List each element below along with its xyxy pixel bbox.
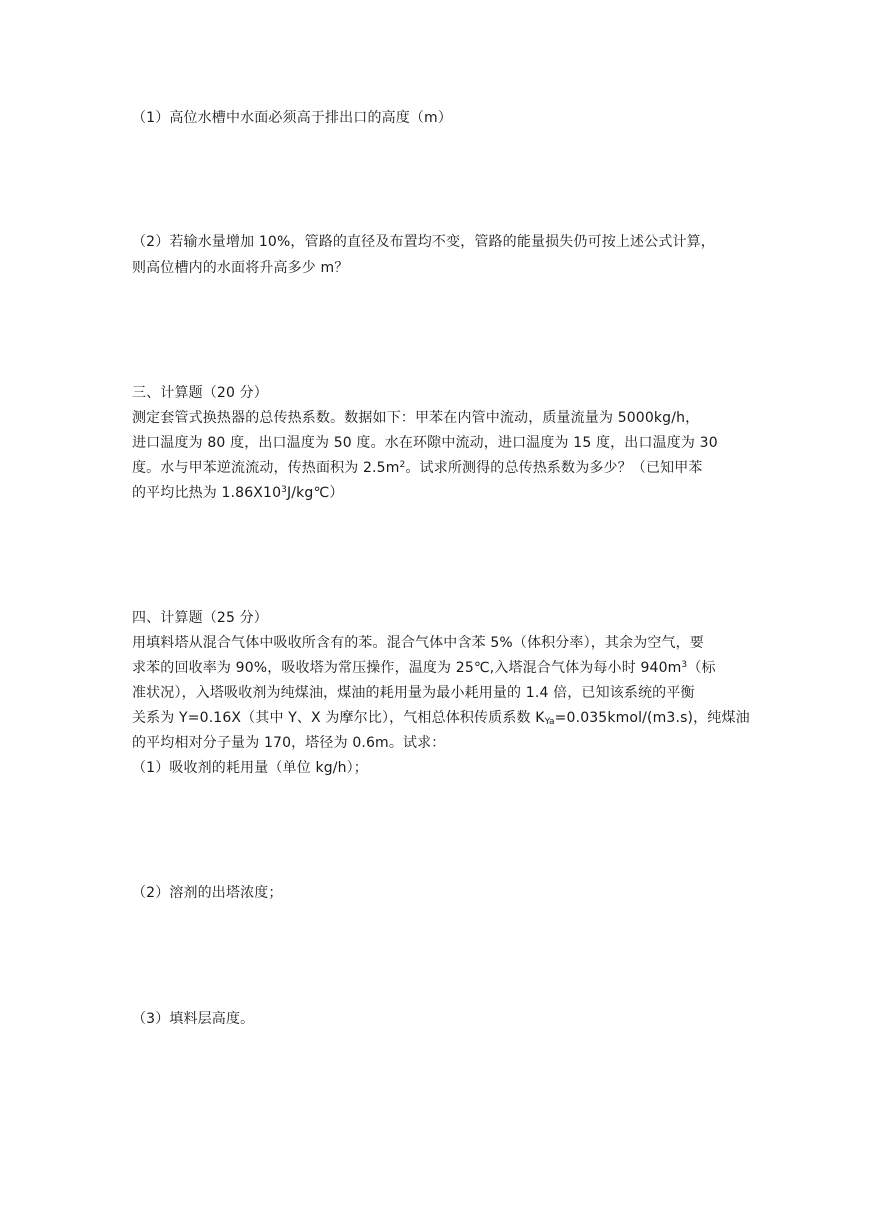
section-3-line-3-text-a: 度。水与甲苯逆流流动，传热面积为 2.5m xyxy=(132,460,400,476)
section-3-line-3 xyxy=(132,456,742,480)
section-4-question-2: （2）溶剂的出塔浓度； xyxy=(132,885,283,901)
section-4-question-1: （1）吸收剂的耗用量（单位 kg/h）； xyxy=(132,760,368,776)
section-3-heading: 三、计算题（20 分） xyxy=(132,385,268,401)
question-1-part-2-line-1: （2）若输水量增加 10%，管路的直径及布置均不变，管路的能量损失仍可按上述公式计算， xyxy=(132,234,715,250)
section-3-line-3-text-b: 。试求所测得的总传热系数为多少？（已知甲苯 xyxy=(405,460,703,476)
question-1-part-1: （1）高位水槽中水面必须高于排出口的高度（m） xyxy=(132,110,452,126)
section-4-question-3: （3）填料层高度。 xyxy=(132,1011,255,1027)
section-4-line-4 xyxy=(132,706,750,730)
section-4-line-2 xyxy=(132,656,742,680)
question-1-part-2-line-2: 则高位槽内的水面将升高多少 m？ xyxy=(132,260,349,276)
section-4-line-4-text-a: 关系为 Y=0.16X（其中 Y、X 为摩尔比），气相总体积传质系数 K xyxy=(132,710,545,726)
section-4-line-5: 的平均相对分子量为 170，塔径为 0.6m。试求： xyxy=(132,735,446,751)
subscript: Ya xyxy=(544,717,555,727)
section-3-line-1: 测定套管式换热器的总传热系数。数据如下：甲苯在内管中流动，质量流量为 5000kg/h， xyxy=(132,410,700,426)
section-3-line-4 xyxy=(132,481,742,505)
superscript: 3 xyxy=(681,660,688,670)
superscript: 2 xyxy=(399,460,406,470)
section-4-line-4-text-b: =0.035kmol/(m3.s)，纯煤油 xyxy=(554,710,750,726)
superscript: 3 xyxy=(281,485,288,495)
section-3-line-2: 进口温度为 80 度，出口温度为 50 度。水在环隙中流动，进口温度为 15 度，出口温度为 30 xyxy=(132,435,718,451)
section-4-line-1: 用填料塔从混合气体中吸收所含有的苯。混合气体中含苯 5%（体积分率），其余为空气，要 xyxy=(132,635,704,651)
section-3-line-4-text-b: J/kg℃） xyxy=(287,485,344,501)
section-4-heading: 四、计算题（25 分） xyxy=(132,610,268,626)
section-3-line-4-text-a: 的平均比热为 1.86X10 xyxy=(132,485,282,501)
section-4-line-2-text-b: （标 xyxy=(687,660,716,676)
section-4-line-2-text-a: 求苯的回收率为 90%，吸收塔为常压操作，温度为 25℃,入塔混合气体为每小时 940m xyxy=(132,660,682,676)
section-4-line-3: 准状况），入塔吸收剂为纯煤油，煤油的耗用量为最小耗用量的 1.4 倍，已知该系统的平衡 xyxy=(132,685,695,701)
